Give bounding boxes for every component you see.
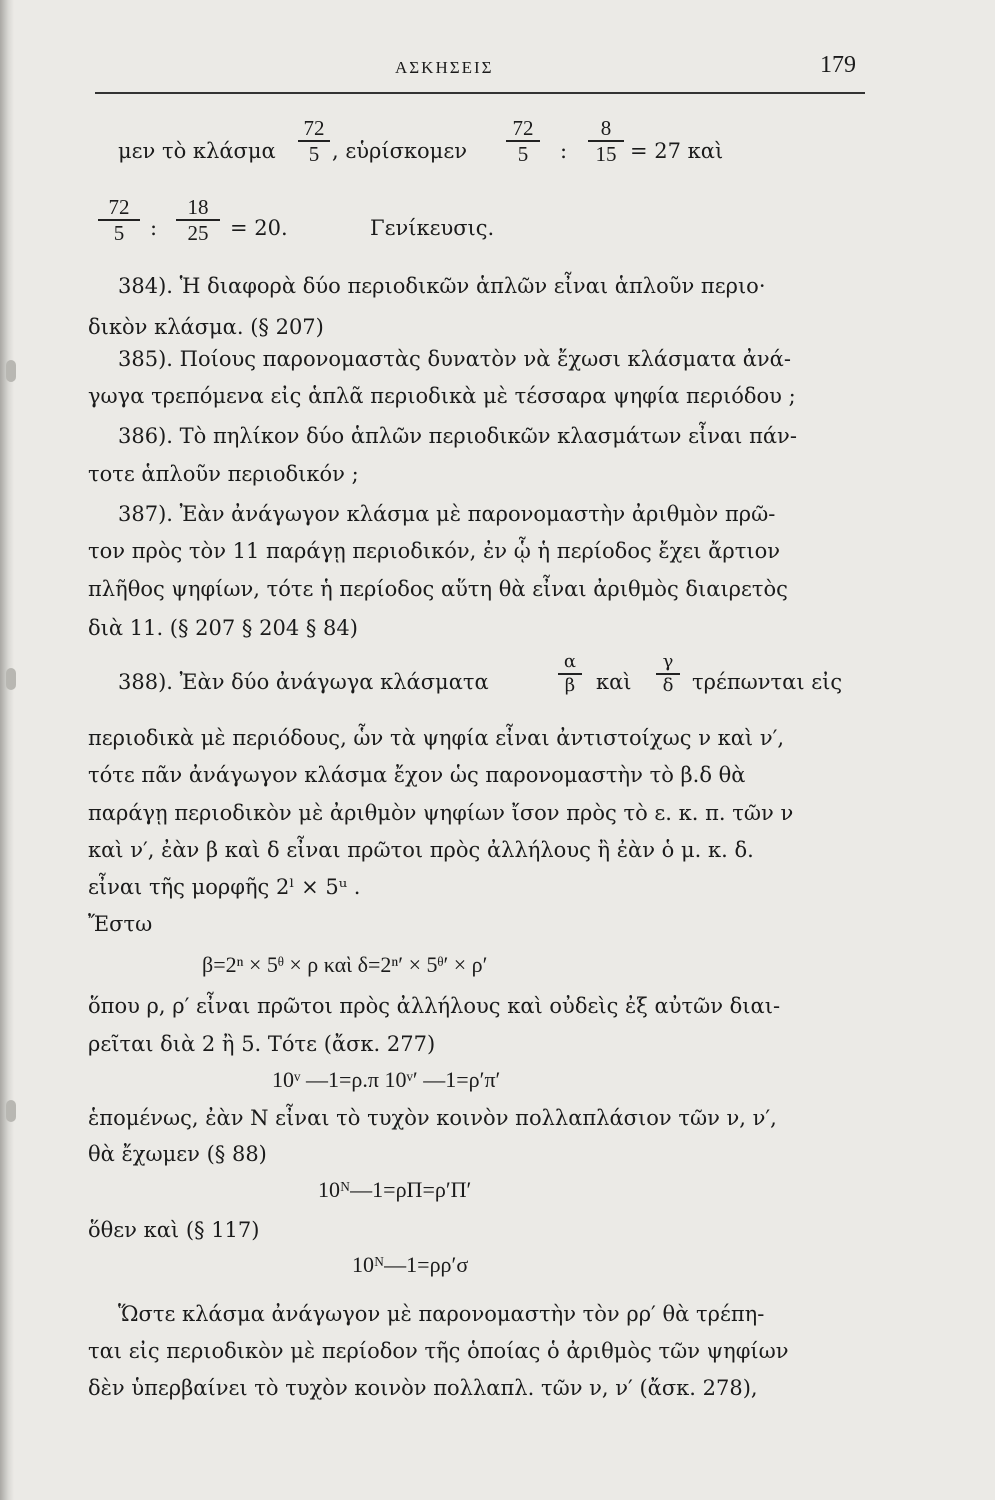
text-line: περιοδικὰ μὲ περιόδους, ὧν τὰ ψηφία εἶναι ἀντιστοίχως ν καὶ ν′, (88, 726, 785, 750)
numerator: 72 (303, 116, 325, 140)
fraction (656, 652, 680, 696)
text-line: : (150, 216, 158, 240)
denominator: 5 (113, 220, 125, 245)
text-line: ὅθεν καὶ (§ 117) (88, 1218, 260, 1242)
text-line: τρέπωνται εἰς (692, 670, 843, 694)
text-line: ἑπομένως, ἐὰν Ν εἶναι τὸ τυχὸν κοινὸν πολλαπλάσιον τῶν ν, ν′, (88, 1106, 777, 1130)
text-line: = 20. (230, 216, 288, 240)
text-line: καὶ (596, 670, 632, 694)
numerator: 72 (108, 195, 130, 219)
binding-hole (6, 1100, 16, 1122)
equation: β=2ⁿ × 5ᶿ × ρ καὶ δ=2ⁿ′ × 5ᶿ′ × ρ′ (202, 952, 488, 977)
text-line: Γενίκευσις. (370, 216, 495, 240)
text-line: = 27 καὶ (630, 139, 724, 163)
page-binding-edge (0, 0, 14, 1500)
denominator: β (564, 674, 576, 696)
text-line: 388). Ἐὰν δύο ἀνάγωγα κλάσματα (118, 670, 489, 694)
numerator: 72 (512, 116, 534, 140)
text-line: ται εἰς περιοδικὸν μὲ περίοδον τῆς ὁποίας ὁ ἀριθμὸς τῶν ψηφίων (88, 1339, 789, 1363)
text-line: : (560, 139, 568, 163)
text-line: διὰ 11. (§ 207 § 204 § 84) (88, 616, 358, 640)
running-header: ΑΣΚΗΣΕΙΣ (395, 58, 494, 77)
numerator: γ (662, 651, 674, 672)
text-line: 387). Ἐὰν ἀνάγωγον κλάσμα μὲ παρονομαστὴν ἀριθμὸν πρῶ- (118, 502, 776, 526)
denominator: 15 (595, 141, 617, 166)
text-line: μεν τὸ κλάσμα (118, 139, 276, 163)
text-line: ρεῖται διὰ 2 ἢ 5. Τότε (ἄσκ. 277) (88, 1032, 436, 1056)
text-line: δὲν ὑπερβαίνει τὸ τυχὸν κοινὸν πολλαπλ. τῶν ν, ν′ (ἄσκ. 278), (88, 1376, 758, 1400)
page-number: 179 (820, 52, 856, 78)
fraction (558, 652, 582, 696)
fraction (588, 117, 624, 165)
text-line: ὅπου ρ, ρ′ εἶναι πρῶτοι πρὸς ἀλλήλους καὶ οὐδεὶς ἐξ αὐτῶν διαι- (88, 994, 781, 1018)
text-line: 385). Ποίους παρονομαστὰς δυνατὸν νὰ ἔχωσι κλάσματα ἀνά- (118, 347, 791, 371)
numerator: α (563, 651, 577, 672)
text-line: γωγα τρεπόμενα εἰς ἁπλᾶ περιοδικὰ μὲ τέσσαρα ψηφία περιόδου ; (88, 384, 796, 408)
fraction (506, 117, 540, 165)
fraction (176, 196, 220, 244)
text-line: τον πρὸς τὸν 11 παράγῃ περιοδικόν, ἐν ᾧ ἡ περίοδος ἔχει ἄρτιον (88, 539, 780, 563)
header-rule (95, 92, 865, 94)
text-line: τοτε ἁπλοῦν περιοδικόν ; (88, 462, 359, 486)
binding-hole (6, 668, 16, 690)
equation: 10ᴺ—1=ρρ′σ (352, 1252, 469, 1277)
text-line: 386). Τὸ πηλίκον δύο ἁπλῶν περιοδικῶν κλασμάτων εἶναι πάν- (118, 424, 797, 448)
text-line: 384). Ἡ διαφορὰ δύο περιοδικῶν ἁπλῶν εἶναι ἁπλοῦν περιο· (118, 274, 766, 298)
numerator: 18 (187, 195, 209, 219)
text-line: παράγῃ περιοδικὸν μὲ ἀριθμὸν ψηφίων ἴσον πρὸς τὸ ε. κ. π. τῶν ν (88, 801, 794, 825)
text-line: καὶ ν′, ἐὰν β καὶ δ εἶναι πρῶτοι πρὸς ἀλλήλους ἢ ἐὰν ὁ μ. κ. δ. (88, 838, 754, 862)
fraction (298, 117, 330, 165)
fraction (98, 196, 140, 244)
equation: 10ᴺ—1=ρΠ=ρ′Π′ (318, 1177, 472, 1202)
denominator: 5 (517, 141, 529, 166)
text-line: δικὸν κλάσμα. (§ 207) (88, 315, 324, 339)
denominator: δ (662, 674, 674, 696)
denominator: 25 (187, 220, 209, 245)
text-line: Ὥστε κλάσμα ἀνάγωγον μὲ παρονομαστὴν τὸν ρρ′ θὰ τρέπη- (118, 1302, 765, 1326)
equation: 10ᵛ —1=ρ.π 10ᵛ′ —1=ρ′π′ (272, 1067, 501, 1092)
text-line: πλῆθος ψηφίων, τότε ἡ περίοδος αὕτη θὰ εἶναι ἀριθμὸς διαιρετὸς (88, 577, 788, 601)
text-line: Ἔστω (88, 912, 153, 936)
binding-hole (6, 360, 16, 382)
numerator: 8 (600, 116, 612, 140)
text-line: τότε πᾶν ἀνάγωγον κλάσμα ἔχον ὡς παρονομαστὴν τὸ β.δ θὰ (88, 763, 746, 787)
denominator: 5 (308, 141, 320, 166)
text-line: εἶναι τῆς μορφῆς 2ˡ × 5ᵘ . (88, 875, 361, 899)
text-line: , εὑρίσκομεν (332, 139, 467, 163)
text-line: θὰ ἔχωμεν (§ 88) (88, 1142, 267, 1166)
